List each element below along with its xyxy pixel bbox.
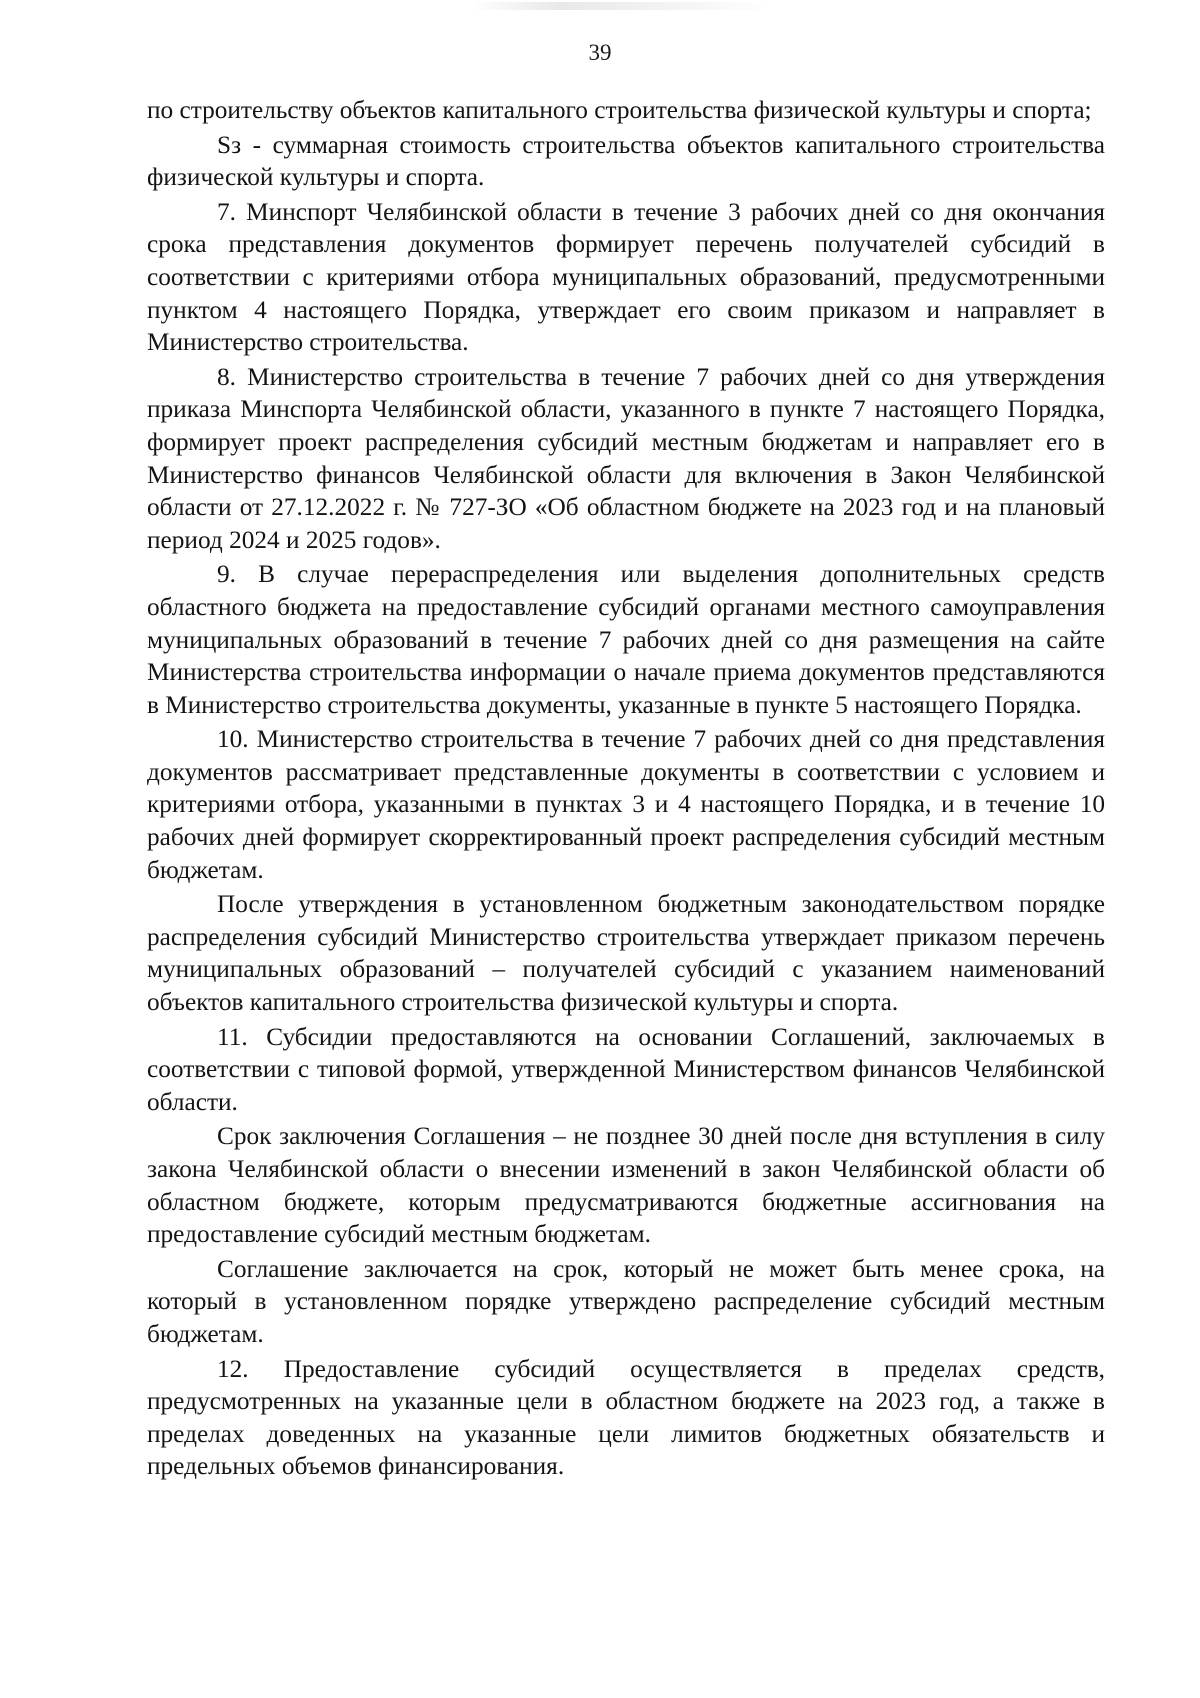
paragraph-item-12: 12. Предоставление субсидий осуществляется в пределах средств, предусмотренных на указанные цели в областном бюджете на 2023 год, а также в пределах доведенных на указанные цели лимитов бюджетных обязательств и предельных объемов финансирования. bbox=[147, 1354, 1105, 1481]
paragraph-item-9: 9. В случае перераспределения или выделения дополнительных средств областного бюджета на предоставление субсидий органами местного самоуправления муниципальных образований в течение 7 рабочих дней со дня размещения на сайте Министерства строительства информации о начале приема документов представляются в Министерство строительства документы, указанные в пункте 5 настоящего Порядка. bbox=[147, 560, 1105, 719]
paragraph-s3-definition: Sз - суммарная стоимость строительства объектов капитального строительства физической культуры и спорта. bbox=[147, 130, 1105, 192]
document-body bbox=[147, 94, 1105, 1485]
paragraph-item-11-deadline: Срок заключения Соглашения – не позднее 30 дней после дня вступления в силу закона Челябинской области о внесении изменений в закон Челябинской области об областном бюджете, которым предусматриваются бюджетные ассигнования на предоставление субсидий местным бюджетам. bbox=[147, 1122, 1105, 1249]
paragraph-item-10: 10. Министерство строительства в течение 7 рабочих дней со дня представления документов рассматривает представленные документы в соответствии с условием и критериями отбора, указанными в пунктах 3 и 4 настоящего Порядка, и в течение 10 рабочих дней формирует скорректированный проект распределения субсидий местным бюджетам. bbox=[147, 725, 1105, 884]
paragraph-item-11: 11. Субсидии предоставляются на основании Соглашений, заключаемых в соответствии с типовой формой, утвержденной Министерством финансов Челябинской области. bbox=[147, 1022, 1105, 1116]
scan-artifact bbox=[470, 2, 770, 10]
paragraph-item-7: 7. Минспорт Челябинской области в течение 3 рабочих дней со дня окончания срока представления документов формирует перечень получателей субсидий в соответствии с критериями отбора муниципальных образований, предусмотренными пунктом 4 настоящего Порядка, утверждает его своим приказом и направляет в Министерство строительства. bbox=[147, 197, 1105, 357]
paragraph-item-11-term: Соглашение заключается на срок, который не может быть менее срока, на который в установленном порядке утверждено распределение субсидий местным бюджетам. bbox=[147, 1254, 1105, 1348]
paragraph-item-10-approval: После утверждения в установленном бюджетным законодательством порядке распределения субсидий Министерство строительства утверждает приказом перечень муниципальных образований – получателей субсидий с указанием наименований объектов капитального строительства физической культуры и спорта. bbox=[147, 890, 1105, 1017]
paragraph-item-8: 8. Министерство строительства в течение 7 рабочих дней со дня утверждения приказа Минспорта Челябинской области, указанного в пункте 7 настоящего Порядка, формирует проект распределения субсидий местным бюджетам и направляет его в Министерство финансов Челябинской области для включения в Закон Челябинской области от 27.12.2022 г. № 727-ЗО «Об областном бюджете на 2023 год и на плановый период 2024 и 2025 годов». bbox=[147, 362, 1105, 554]
paragraph-continuation: по строительству объектов капитального строительства физической культуры и спорта; bbox=[147, 96, 1092, 124]
page-number: 39 bbox=[588, 40, 612, 65]
